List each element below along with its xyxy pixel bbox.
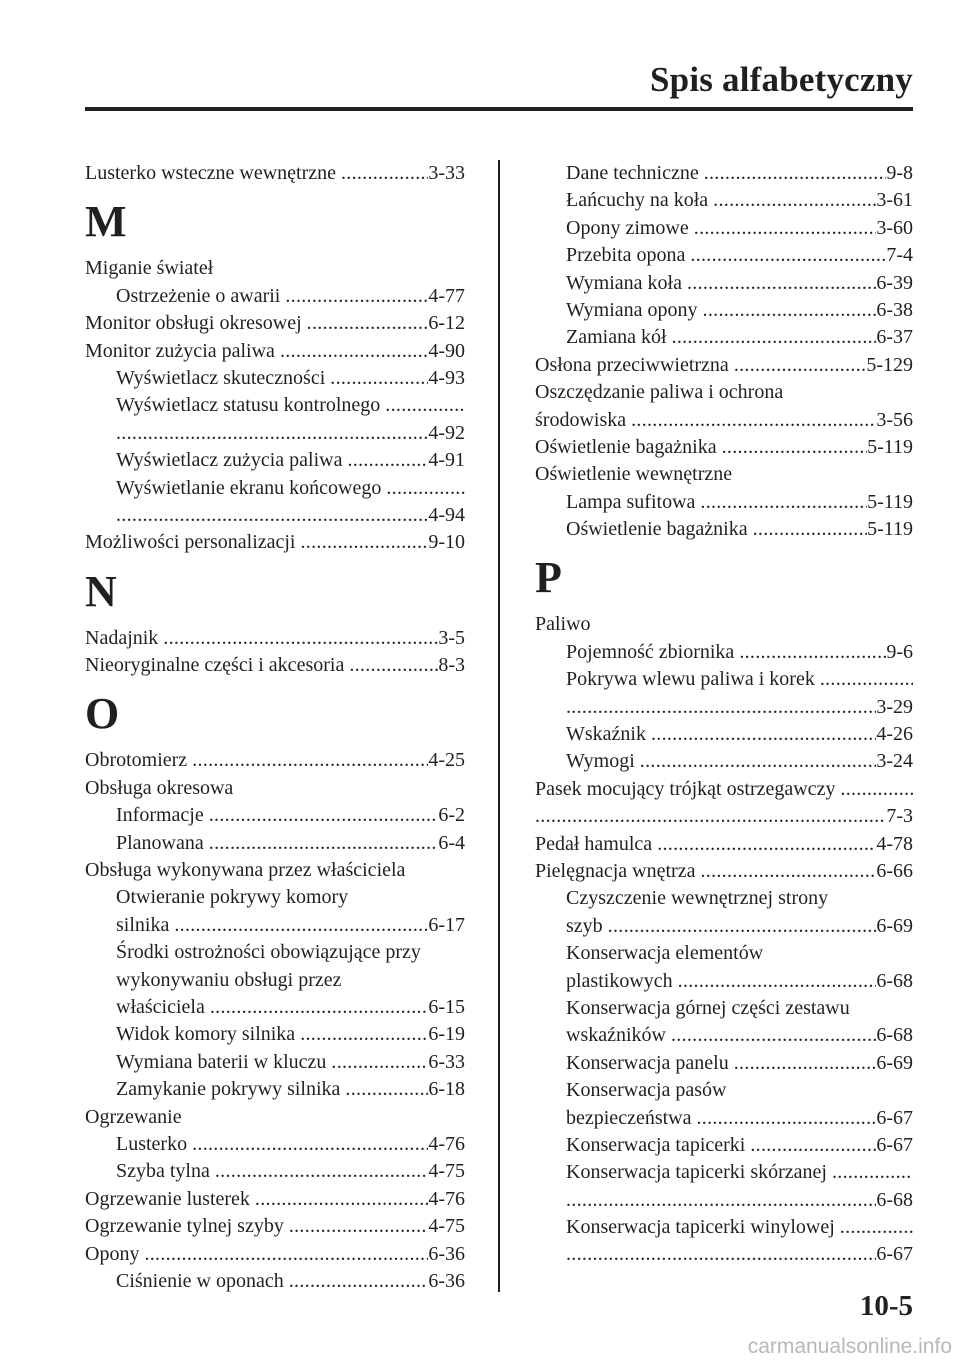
index-entry: [85, 857, 465, 884]
page-reference: 6-69: [876, 1051, 913, 1074]
page-reference: 3-56: [876, 408, 913, 431]
dot-leader: [215, 1158, 428, 1185]
entry-text: Ogrzewanie tylnej szyby: [85, 1215, 284, 1238]
dot-leader: [330, 365, 428, 392]
entry-text: Konserwacja panelu: [566, 1051, 729, 1074]
index-subentry: [85, 392, 465, 419]
page-reference: 9-8: [886, 162, 913, 184]
index-subentry: [535, 1105, 913, 1132]
dot-leader: [209, 830, 439, 857]
entry-text: Pedał hamulca: [535, 832, 653, 855]
page-reference: 6-37: [876, 326, 913, 349]
entry-text: Ogrzewanie: [85, 1105, 182, 1128]
index-subentry: [535, 1077, 913, 1104]
entry-text: silnika: [116, 913, 170, 936]
entry-text: Wymogi: [566, 750, 635, 773]
page-reference: 6-12: [428, 312, 465, 335]
page-reference: 6-68: [876, 969, 913, 992]
page-reference: 3-60: [876, 216, 913, 239]
entry-text: Możliwości personalizacji: [85, 531, 296, 554]
index-entry: [85, 255, 465, 282]
index-subentry: [535, 270, 913, 297]
dot-leader: [345, 1076, 428, 1103]
entry-text: Paliwo: [535, 613, 591, 636]
page-reference: 5-119: [867, 435, 913, 458]
page-reference: 6-15: [428, 995, 465, 1018]
index-entry: [535, 407, 913, 434]
index-subentry: [85, 283, 465, 310]
index-subentry: [85, 994, 465, 1021]
entry-text: Przebita opona: [566, 244, 686, 267]
entry-text: Pielęgnacja wnętrza: [535, 859, 696, 882]
page-reference: 7-3: [886, 805, 913, 828]
page-reference: 6-36: [428, 1269, 465, 1292]
dot-leader: [722, 434, 867, 461]
page-reference: 4-75: [428, 1215, 465, 1238]
entry-text: Informacje: [116, 804, 204, 827]
entry-text: Lusterko: [116, 1132, 188, 1155]
index-entry: [85, 1241, 465, 1268]
entry-text: Wymiana opony: [566, 298, 698, 321]
index-subentry: [535, 940, 913, 967]
dot-leader: [192, 1131, 428, 1158]
page-reference: 6-67: [876, 1133, 913, 1156]
entry-text: Wskaźnik: [566, 723, 646, 746]
page-reference: 4-75: [428, 1160, 465, 1183]
dot-leader: [631, 407, 876, 434]
index-entry: [535, 803, 913, 830]
dot-leader: [832, 1159, 913, 1186]
dot-leader: [307, 310, 429, 337]
entry-text: Nieoryginalne części i akcesoria: [85, 654, 345, 677]
index-subentry: [85, 1021, 465, 1048]
dot-leader: [289, 1268, 429, 1295]
page-reference: 4-26: [876, 723, 913, 746]
index-entry: [85, 1186, 465, 1213]
dot-leader: [713, 187, 876, 214]
page-reference: 6-67: [876, 1106, 913, 1129]
index-subentry: [535, 913, 913, 940]
index-entry: [85, 1104, 465, 1131]
dot-leader: [840, 776, 913, 803]
index-subentry: [535, 1241, 913, 1268]
page-reference: 4-91: [428, 449, 465, 472]
entry-text: Konserwacja tapicerki winylowej: [566, 1216, 835, 1239]
entry-text: Widok komory silnika: [116, 1023, 296, 1046]
entry-text: Obrotomierz: [85, 749, 188, 772]
dot-leader: [750, 1132, 876, 1159]
column-divider: [498, 160, 500, 1292]
index-subentry: [535, 1022, 913, 1049]
page-reference: 5-119: [867, 490, 913, 513]
index-subentry: [85, 502, 465, 529]
entry-text: wykonywaniu obsługi przez: [116, 968, 342, 991]
entry-text: Ostrzeżenie o awarii: [116, 284, 281, 307]
page-reference: 4-94: [428, 503, 465, 526]
entry-text: Nadajnik: [85, 626, 159, 649]
entry-text: Monitor zużycia paliwa: [85, 339, 275, 362]
entry-text: Konserwacja tapicerki skórzanej: [566, 1161, 827, 1184]
entry-text: Obsługa wykonywana przez właściciela: [85, 859, 406, 882]
entry-text: Wyświetlacz zużycia paliwa: [116, 449, 343, 472]
page-reference: 6-19: [428, 1023, 465, 1046]
dot-leader: [347, 447, 428, 474]
entry-text: środowiska: [535, 408, 627, 431]
index-letter-heading: N: [85, 566, 117, 616]
dot-leader: [209, 802, 439, 829]
entry-text: Zamiana kół: [566, 326, 667, 349]
page-reference: 4-76: [428, 1187, 465, 1210]
index-subentry: [535, 748, 913, 775]
entry-text: właściciela: [116, 995, 205, 1018]
dot-leader: [690, 242, 886, 269]
index-subentry: [535, 694, 913, 721]
page-reference: 3-29: [876, 695, 913, 718]
index-subentry: [535, 1050, 913, 1077]
page-reference: 6-17: [428, 913, 465, 936]
index-subentry: [535, 489, 913, 516]
dot-leader: [672, 324, 877, 351]
dot-leader: [210, 994, 428, 1021]
index-subentry: [85, 912, 465, 939]
index-subentry: [85, 1158, 465, 1185]
page-reference: 3-24: [876, 750, 913, 773]
entry-text: Planowana: [116, 831, 204, 854]
entry-text: Ogrzewanie lusterek: [85, 1187, 250, 1210]
dot-leader: [608, 913, 877, 940]
dot-leader: [301, 529, 429, 556]
dot-leader: [192, 747, 428, 774]
page-reference: 6-69: [876, 914, 913, 937]
page-reference: 4-93: [428, 366, 465, 389]
entry-text: Pasek mocujący trójkąt ostrzegawczy: [535, 777, 836, 800]
index-subentry: [535, 1187, 913, 1214]
index-subentry: [535, 242, 913, 269]
entry-text: Środki ostrożności obowiązujące przy: [116, 941, 421, 964]
entry-text: Ciśnienie w oponach: [116, 1269, 284, 1292]
entry-text: bezpieczeństwa: [566, 1106, 692, 1129]
index-subentry: [85, 475, 465, 502]
page-reference: 6-66: [876, 859, 913, 882]
entry-text: Konserwacja elementów: [566, 942, 764, 965]
dot-leader: [349, 652, 438, 679]
page-reference: 8-3: [438, 654, 465, 677]
page-reference: 6-68: [876, 1188, 913, 1211]
index-subentry: [85, 420, 465, 447]
index-subentry: [535, 1132, 913, 1159]
entry-text: Pojemność zbiornika: [566, 640, 735, 663]
index-subentry: [85, 830, 465, 857]
dot-leader: [566, 694, 876, 721]
page-reference: 9-6: [886, 640, 913, 663]
page-reference: 9-10: [428, 531, 465, 554]
page-reference: 6-4: [438, 831, 465, 854]
header-rule: [85, 107, 913, 111]
dot-leader: [739, 639, 886, 666]
dot-leader: [671, 1022, 876, 1049]
dot-leader: [341, 160, 428, 187]
dot-leader: [535, 803, 886, 830]
dot-leader: [163, 625, 438, 652]
watermark: carmanualsonline.info: [747, 1335, 952, 1358]
index-subentry: [85, 1131, 465, 1158]
page-reference: 4-90: [428, 339, 465, 362]
index-subentry: [535, 885, 913, 912]
index-subentry: [535, 639, 913, 666]
entry-text: Opony: [85, 1242, 140, 1265]
entry-text: Obsługa okresowa: [85, 776, 234, 799]
page-reference: 6-39: [876, 271, 913, 294]
dot-leader: [678, 968, 877, 995]
index-entry: [535, 352, 913, 379]
index-subentry: [85, 1076, 465, 1103]
index-subentry: [535, 1214, 913, 1241]
dot-leader: [687, 270, 876, 297]
index-entry: [535, 858, 913, 885]
index-subentry: [85, 447, 465, 474]
dot-leader: [116, 420, 428, 447]
index-subentry: [535, 968, 913, 995]
dot-leader: [651, 721, 876, 748]
index-subentry: [85, 365, 465, 392]
page-reference: 4-92: [428, 421, 465, 444]
index-letter-heading: M: [85, 197, 127, 247]
dot-leader: [734, 352, 867, 379]
index-entry: [85, 747, 465, 774]
page-reference: 6-18: [428, 1078, 465, 1101]
index-subentry: [535, 215, 913, 242]
dot-leader: [700, 858, 876, 885]
index-entry: [85, 1213, 465, 1240]
entry-text: Wyświetlacz statusu kontrolnego: [116, 394, 381, 417]
entry-text: Dane techniczne: [566, 162, 699, 184]
index-entry: [85, 529, 465, 556]
entry-text: Konserwacja górnej części zestawu: [566, 996, 850, 1019]
dot-leader: [331, 1049, 428, 1076]
dot-leader: [300, 1021, 428, 1048]
index-subentry: [85, 1049, 465, 1076]
dot-leader: [174, 912, 428, 939]
page-reference: 5-129: [866, 353, 913, 376]
index-subentry: [535, 160, 913, 187]
dot-leader: [116, 502, 428, 529]
entry-text: Lampa sufitowa: [566, 490, 696, 513]
entry-text: Wyświetlanie ekranu końcowego: [116, 476, 382, 499]
entry-text: Konserwacja tapicerki: [566, 1133, 746, 1156]
dot-leader: [703, 297, 877, 324]
page-reference: 6-38: [876, 298, 913, 321]
dot-leader: [840, 1214, 913, 1241]
entry-text: Łańcuchy na koła: [566, 189, 709, 212]
index-entry: [85, 652, 465, 679]
entry-text: Otwieranie pokrywy komory: [116, 886, 349, 909]
index-subentry: [535, 666, 913, 693]
page-reference: 4-25: [428, 749, 465, 772]
page-reference: 3-33: [428, 162, 465, 184]
entry-text: Miganie świateł: [85, 257, 214, 280]
entry-text: Oświetlenie wewnętrzne: [535, 463, 733, 486]
dot-leader: [753, 516, 867, 543]
index-subentry: [85, 939, 465, 966]
entry-text: Wymiana baterii w kluczu: [116, 1050, 327, 1073]
index-subentry: [85, 967, 465, 994]
dot-leader: [657, 831, 876, 858]
page-reference: 6-68: [876, 1024, 913, 1047]
entry-text: Konserwacja pasów: [566, 1079, 727, 1102]
index-subentry: [85, 884, 465, 911]
index-entry: [535, 461, 913, 488]
index-entry: [85, 775, 465, 802]
entry-text: Wyświetlacz skuteczności: [116, 366, 326, 389]
entry-text: wskaźników: [566, 1024, 666, 1047]
dot-leader: [289, 1213, 429, 1240]
entry-text: plastikowych: [566, 969, 673, 992]
dot-leader: [386, 475, 465, 502]
page-header-title: Spis alfabetyczny: [650, 60, 913, 99]
dot-leader: [694, 215, 877, 242]
entry-text: Oszczędzanie paliwa i ochrona: [535, 381, 784, 404]
entry-text: Szyba tylna: [116, 1160, 210, 1183]
dot-leader: [566, 1241, 876, 1268]
dot-leader: [700, 489, 867, 516]
index-entry: [535, 434, 913, 461]
entry-text: Lusterko wsteczne wewnętrzne: [85, 162, 336, 184]
index-subentry: [535, 187, 913, 214]
page-reference: 6-67: [876, 1243, 913, 1266]
entry-text: Opony zimowe: [566, 216, 689, 239]
index-subentry: [535, 721, 913, 748]
dot-leader: [820, 666, 913, 693]
index-subentry: [85, 1268, 465, 1295]
entry-text: Pokrywa wlewu paliwa i korek: [566, 668, 815, 691]
dot-leader: [285, 283, 428, 310]
entry-text: szyb: [566, 914, 603, 937]
index-column-left: [85, 160, 465, 1295]
dot-leader: [696, 1105, 876, 1132]
page-reference: 5-119: [867, 518, 913, 541]
index-entry: [85, 625, 465, 652]
index-entry: [535, 611, 913, 638]
page-reference: 3-61: [876, 189, 913, 212]
index-entry: [535, 831, 913, 858]
index-column-right: [535, 160, 913, 1269]
dot-leader: [255, 1186, 428, 1213]
entry-text: Oświetlenie bagażnika: [566, 518, 748, 541]
index-subentry: [535, 516, 913, 543]
entry-text: Monitor obsługi okresowej: [85, 312, 302, 335]
index-letter-heading: O: [85, 689, 120, 739]
index-subentry: [85, 802, 465, 829]
dot-leader: [385, 392, 465, 419]
page-reference: 7-4: [886, 244, 913, 267]
dot-leader: [566, 1187, 876, 1214]
dot-leader: [144, 1241, 428, 1268]
page-reference: 6-2: [438, 804, 465, 827]
page-reference: 3-5: [438, 626, 465, 649]
index-entry: [85, 310, 465, 337]
index-subentry: [535, 1159, 913, 1186]
entry-text: Oświetlenie bagażnika: [535, 435, 717, 458]
entry-text: Osłona przeciwwietrzna: [535, 353, 729, 376]
index-entry: [535, 776, 913, 803]
index-entry: [85, 160, 465, 187]
dot-leader: [640, 748, 877, 775]
page-reference: 4-76: [428, 1132, 465, 1155]
index-entry: [535, 379, 913, 406]
page-number: 10-5: [859, 1290, 913, 1322]
dot-leader: [734, 1050, 877, 1077]
index-letter-heading: P: [535, 553, 562, 603]
page-reference: 6-33: [428, 1050, 465, 1073]
page-reference: 4-78: [876, 832, 913, 855]
dot-leader: [280, 338, 428, 365]
dot-leader: [704, 160, 887, 187]
index-entry: [85, 338, 465, 365]
page-reference: 6-36: [428, 1242, 465, 1265]
entry-text: Wymiana koła: [566, 271, 682, 294]
index-subentry: [535, 995, 913, 1022]
page-reference: 4-77: [428, 284, 465, 307]
entry-text: Czyszczenie wewnętrznej strony: [566, 887, 829, 910]
index-subentry: [535, 324, 913, 351]
entry-text: Zamykanie pokrywy silnika: [116, 1078, 341, 1101]
index-subentry: [535, 297, 913, 324]
